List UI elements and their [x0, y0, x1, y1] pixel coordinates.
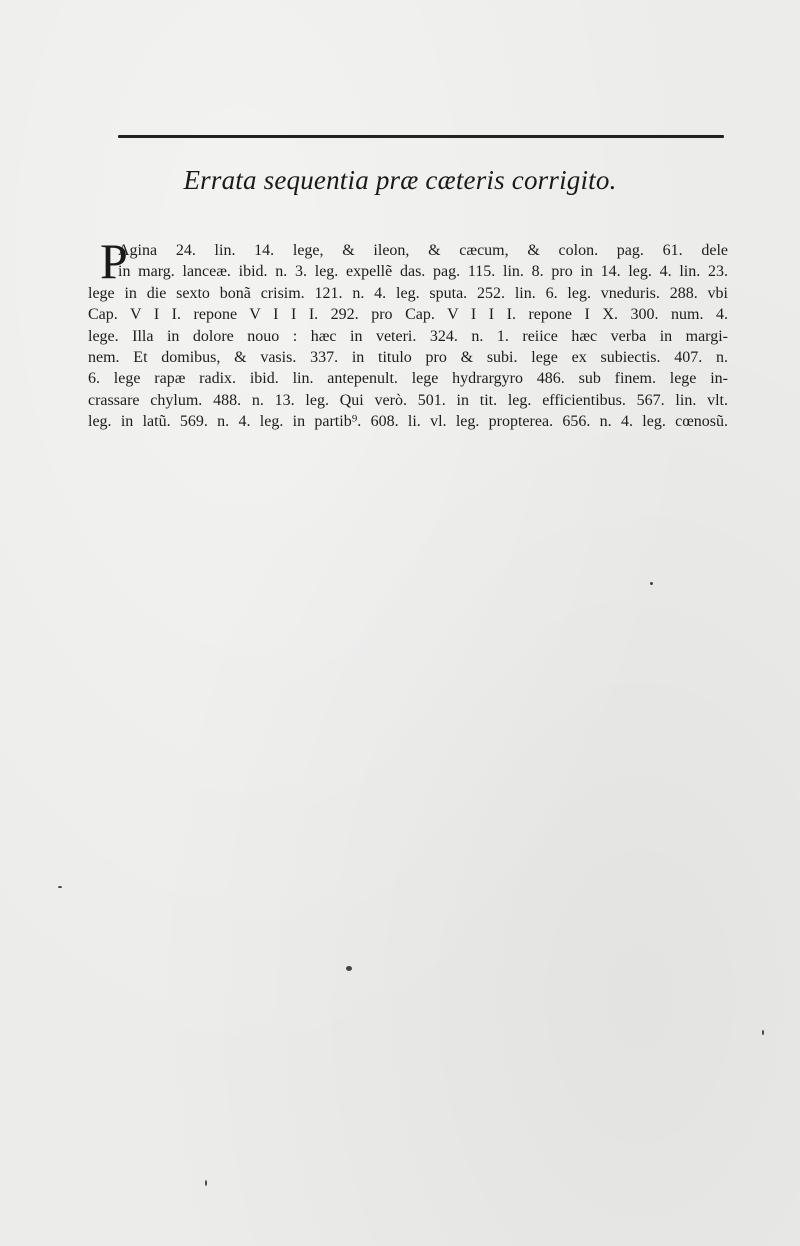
- errata-line: leg. in latũ. 569. n. 4. leg. in partib⁹. 608. li. vl. leg. propterea. 656. n. 4. leg. cœnosũ.: [88, 413, 728, 431]
- drop-cap: P: [100, 233, 128, 289]
- errata-line: nem. Et domibus, & vasis. 337. in titulo pro & subi. lege ex subiectis. 407. n.: [88, 349, 728, 367]
- errata-line: Agina 24. lin. 14. lege, & ileon, & cæcum, & colon. pag. 61. dele: [118, 242, 728, 259]
- errata-line: lege. Illa in dolore nouo : hæc in veteri. 324. n. 1. reiice hæc verba in margi-: [88, 327, 728, 345]
- errata-text-block: [88, 240, 728, 433]
- errata-line: in marg. lanceæ. ibid. n. 3. leg. expellẽ das. pag. 115. lin. 8. pro in 14. leg. 4. lin. 23.: [118, 263, 728, 281]
- ink-speck: [346, 966, 352, 971]
- header-rule: [118, 135, 724, 138]
- ink-speck: [58, 886, 62, 888]
- errata-line: lege in die sexto bonã crisim. 121. n. 4. leg. sputa. 252. lin. 6. leg. vneduris. 288. vbi: [88, 284, 728, 302]
- ink-speck: [650, 582, 653, 585]
- errata-line: Cap. V I I. repone V I I I. 292. pro Cap. V I I I. repone I X. 300. num. 4.: [88, 306, 728, 324]
- errata-title: Errata sequentia præ cæteris corrigito.: [183, 165, 617, 195]
- ink-speck: [762, 1030, 764, 1035]
- errata-line: 6. lege rapæ radix. ibid. lin. antepenult. lege hydrargyro 486. sub finem. lege in-: [88, 370, 728, 388]
- errata-line: crassare chylum. 488. n. 13. leg. Qui verò. 501. in tit. leg. efficientibus. 567. lin. vlt.: [88, 391, 728, 409]
- ink-speck: [205, 1180, 207, 1186]
